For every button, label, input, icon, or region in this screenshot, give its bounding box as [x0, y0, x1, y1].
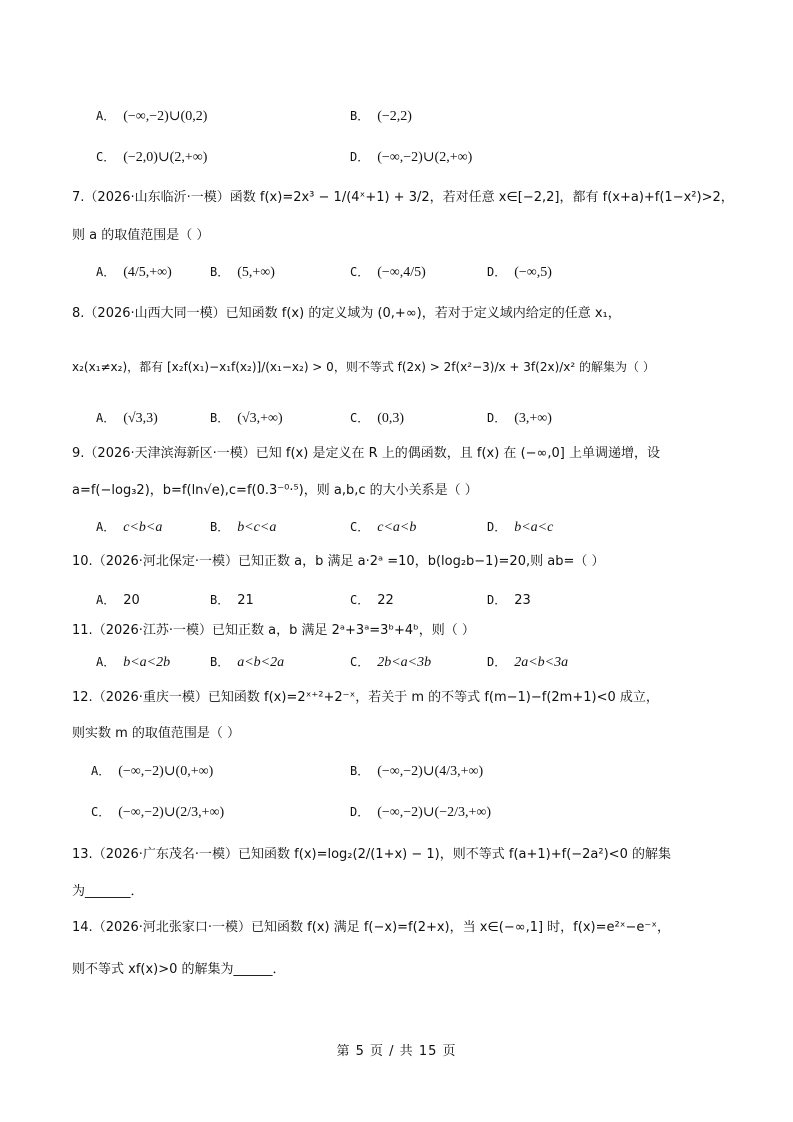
question-14-stem: 14.（2026·河北张家口·一模）已知函数 f(x) 满足 f(−x)=f(2+x)，当 x∈(−∞,1] 时，f(x)=e²ˣ−e⁻ˣ， — [72, 920, 670, 935]
q7-option-c: C． (−∞,4/5) — [350, 265, 426, 280]
q12-option-a: A． (−∞,−2)∪(0,+∞) — [91, 764, 214, 779]
page-number: 第 5 页 / 共 15 页 — [336, 1044, 457, 1059]
q7-option-b: B． (5,+∞) — [210, 265, 275, 280]
q6-option-b: B． (−2,2) — [350, 109, 412, 124]
q6-option-c: C． (−2,0)∪(2,+∞) — [96, 150, 208, 165]
q12-option-d: D． (−∞,−2)∪(−2/3,+∞) — [350, 805, 492, 820]
question-11-stem: 11.（2026·江苏·一模）已知正数 a，b 满足 2ᵃ+3ᵃ=3ᵇ+4ᵇ，则（ ） — [72, 623, 475, 638]
q10-option-b: B． 21 — [210, 593, 254, 608]
question-14-answer-blank: 则不等式 xf(x)>0 的解集为______． — [72, 962, 286, 977]
q10-option-a: A． 20 — [96, 593, 140, 608]
question-12-stem-cont: 则实数 m 的取值范围是（ ） — [72, 726, 241, 741]
q8-option-d: D． (3,+∞) — [487, 411, 552, 426]
q6-option-d: D． (−∞,−2)∪(2,+∞) — [350, 150, 473, 165]
question-13-answer-blank: 为_______． — [72, 884, 144, 899]
question-10-stem: 10.（2026·河北保定·一模）已知正数 a，b 满足 a·2ᵃ =10，b(log₂b−1)=20,则 ab=（ ） — [72, 554, 605, 569]
q9-option-b: B． b<c<a — [210, 520, 277, 535]
question-7-stem: 7.（2026·山东临沂·一模）函数 f(x)=2x³ − 1/(4ˣ+1) + 3/2，若对任意 x∈[−2,2]，都有 f(x+a)+f(1−x²)>2， — [72, 190, 734, 205]
question-13-stem: 13.（2026·广东茂名·一模）已知函数 f(x)=log₂(2/(1+x) − 1)，则不等式 f(a+1)+f(−2a²)<0 的解集 — [72, 847, 671, 862]
q12-option-c: C． (−∞,−2)∪(2/3,+∞) — [91, 805, 225, 820]
q8-option-b: B． (√3,+∞) — [210, 411, 283, 426]
q9-option-a: A． c<b<a — [96, 520, 163, 535]
q11-option-d: D． 2a<b<3a — [487, 655, 569, 670]
question-9-stem-cont: a=f(−log₃2)，b=f(ln√e),c=f(0.3⁻⁰·⁵)，则 a,b,c 的大小关系是（ ） — [72, 483, 478, 498]
q8-option-c: C． (0,3) — [350, 411, 405, 426]
q6-option-a: A． (−∞,−2)∪(0,2) — [96, 109, 208, 124]
question-12-stem: 12.（2026·重庆一模）已知函数 f(x)=2ˣ⁺²+2⁻ˣ，若关于 m 的不等式 f(m−1)−f(2m+1)<0 成立， — [72, 690, 659, 705]
q12-option-b: B． (−∞,−2)∪(4/3,+∞) — [350, 764, 484, 779]
q7-option-d: D． (−∞,5) — [487, 265, 552, 280]
question-8-stem-cont: x₂(x₁≠x₂)，都有 [x₂f(x₁)−x₁f(x₂)]/(x₁−x₂) > 0，则不等式 f(2x) > 2f(x²−3)/x + 3f(2x)/x² 的解集为（ ） — [72, 360, 655, 374]
q9-option-d: D． b<a<c — [487, 520, 554, 535]
q10-option-c: C． 22 — [350, 593, 394, 608]
question-7-stem-cont: 则 a 的取值范围是（ ） — [72, 228, 210, 243]
q9-option-c: C． c<a<b — [350, 520, 417, 535]
q11-option-c: C． 2b<a<3b — [350, 655, 432, 670]
q11-option-a: A． b<a<2b — [96, 655, 171, 670]
question-8-stem: 8.（2026·山西大同一模）已知函数 f(x) 的定义域为 (0,+∞)，若对于定义域内给定的任意 x₁， — [72, 306, 621, 321]
q8-option-a: A． (√3,3) — [96, 411, 158, 426]
q7-option-a: A． (4/5,+∞) — [96, 265, 172, 280]
question-9-stem: 9.（2026·天津滨海新区·一模）已知 f(x) 是定义在 R 上的偶函数，且 f(x) 在 (−∞,0] 上单调递增，设 — [72, 446, 660, 461]
q11-option-b: B． a<b<2a — [210, 655, 285, 670]
q10-option-d: D． 23 — [487, 593, 531, 608]
